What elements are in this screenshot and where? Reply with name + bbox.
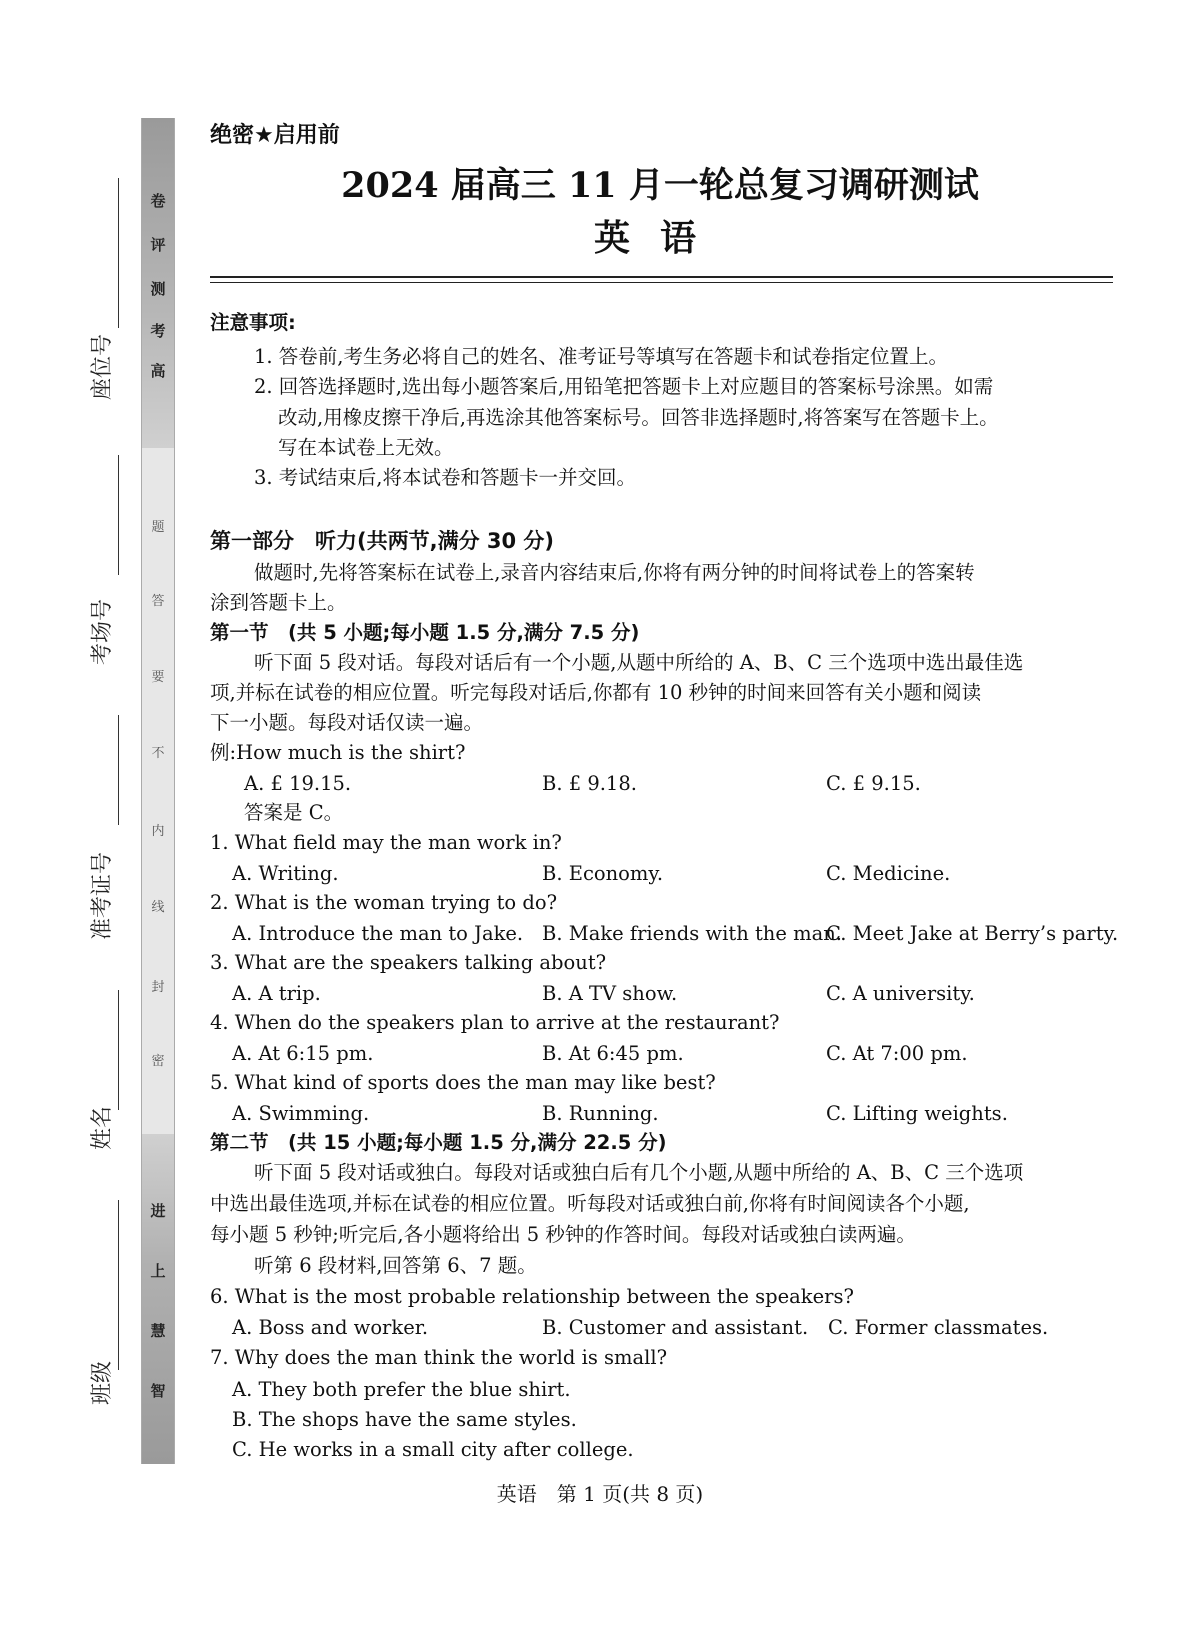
notes-item: 1. 答卷前,考生务必将自己的姓名、准考证号等填写在答题卡和试卷指定位置上。 — [254, 345, 949, 368]
strip-char: 上 — [150, 1262, 166, 1280]
option-b: B. Running. — [542, 1102, 659, 1125]
strip-char: 封 — [151, 980, 165, 995]
option-b: B. At 6:45 pm. — [542, 1042, 684, 1065]
field-line — [118, 990, 119, 1110]
part1-intro: 涂到答题卡上。 — [210, 591, 347, 614]
strip-char: 题 — [151, 520, 165, 535]
option-c: C. Former classmates. — [828, 1316, 1049, 1339]
strip-char: 线 — [151, 900, 165, 915]
confidential-label: 绝密★启用前 — [210, 123, 340, 148]
notes-item: 写在本试卷上无效。 — [278, 436, 454, 459]
strip-char: 内 — [151, 824, 165, 839]
strip-char: 测 — [150, 280, 166, 298]
material-instruction: 听第 6 段材料,回答第 6、7 题。 — [254, 1254, 537, 1277]
strip-char: 高 — [150, 362, 166, 380]
example-option: A. £ 19.15. — [244, 772, 352, 795]
notes-item: 2. 回答选择题时,选出每小题答案后,用铅笔把答题卡上对应题目的答案标号涂黑。如需 — [254, 375, 994, 398]
section2-intro: 听下面 5 段对话或独白。每段对话或独白后有几个小题,从题中所给的 A、B、C 三个选项 — [254, 1161, 1024, 1184]
strip-char: 要 — [151, 670, 165, 685]
question: 4. When do the speakers plan to arrive at the restaurant? — [210, 1011, 780, 1034]
strip-char: 慧 — [150, 1322, 166, 1340]
option-a: A. A trip. — [232, 982, 321, 1005]
option-c: C. Meet Jake at Berry’s party. — [826, 922, 1119, 945]
section1-intro: 听下面 5 段对话。每段对话后有一个小题,从题中所给的 A、B、C 三个选项中选出最佳选 — [254, 651, 1024, 674]
strip-char: 密 — [151, 1054, 165, 1069]
exam-title: 2024 届高三 11 月一轮总复习调研测试 — [341, 165, 979, 206]
section2-intro: 每小题 5 秒钟;听完后,各小题将给出 5 秒钟的作答时间。每段对话或独白读两遍。 — [210, 1223, 916, 1246]
example-question: 例:How much is the shirt? — [210, 741, 466, 764]
part1-intro: 做题时,先将答案标在试卷上,录音内容结束后,你将有两分钟的时间将试卷上的答案转 — [254, 561, 975, 584]
option-b: B. A TV show. — [542, 982, 678, 1005]
strip-shade-bottom — [142, 1134, 174, 1464]
field-line — [118, 715, 119, 825]
option-c: C. Lifting weights. — [826, 1102, 1008, 1125]
option-b: B. Make friends with the man. — [542, 922, 842, 945]
option-a: A. Boss and worker. — [232, 1316, 429, 1339]
question: 1. What field may the man work in? — [210, 831, 562, 854]
part1-heading: 第一部分 听力(共两节,满分 30 分) — [210, 529, 555, 553]
notes-heading: 注意事项: — [210, 311, 296, 334]
question: 5. What kind of sports does the man may like best? — [210, 1071, 716, 1094]
option-c: C. Medicine. — [826, 862, 951, 885]
option-a: A. Introduce the man to Jake. — [232, 922, 524, 945]
option-b: B. Economy. — [542, 862, 664, 885]
strip-char: 智 — [150, 1382, 166, 1400]
field-line — [118, 1200, 119, 1370]
strip-char: 不 — [151, 746, 165, 761]
header-rule — [210, 282, 1113, 283]
strip-char: 考 — [150, 322, 166, 340]
strip-char: 卷 — [150, 192, 166, 210]
option-b: B. Customer and assistant. — [542, 1316, 809, 1339]
header-rule — [210, 276, 1113, 278]
option-a: A. At 6:15 pm. — [232, 1042, 374, 1065]
page-footer: 英语 第 1 页(共 8 页) — [496, 1482, 704, 1506]
field-line — [118, 455, 119, 575]
notes-item: 改动,用橡皮擦干净后,再选涂其他答案标号。回答非选择题时,将答案写在答题卡上。 — [278, 406, 999, 429]
option-c: C. A university. — [826, 982, 975, 1005]
field-line — [118, 178, 119, 328]
option-a: A. Swimming. — [232, 1102, 370, 1125]
binding-strip — [141, 118, 175, 1464]
section2-heading: 第二节 (共 15 小题;每小题 1.5 分,满分 22.5 分) — [210, 1131, 667, 1154]
example-answer: 答案是 C。 — [244, 801, 344, 824]
question: 6. What is the most probable relationship between the speakers? — [210, 1285, 854, 1308]
option-c: C. At 7:00 pm. — [826, 1042, 968, 1065]
section1-intro: 下一小题。每段对话仅读一遍。 — [210, 711, 484, 734]
strip-char: 进 — [150, 1202, 166, 1220]
subject-title: 英语 — [593, 218, 726, 259]
option-b: B. The shops have the same styles. — [232, 1408, 577, 1431]
question: 7. Why does the man think the world is small? — [210, 1346, 668, 1369]
strip-char: 答 — [151, 594, 165, 609]
question: 3. What are the speakers talking about? — [210, 951, 607, 974]
example-option: B. £ 9.18. — [542, 772, 637, 795]
section2-intro: 中选出最佳选项,并标在试卷的相应位置。听每段对话或独白前,你将有时间阅读各个小题, — [210, 1192, 970, 1215]
section1-heading: 第一节 (共 5 小题;每小题 1.5 分,满分 7.5 分) — [210, 621, 640, 644]
notes-item: 3. 考试结束后,将本试卷和答题卡一并交回。 — [254, 466, 637, 489]
strip-char: 评 — [150, 236, 166, 254]
option-a: A. Writing. — [232, 862, 339, 885]
option-a: A. They both prefer the blue shirt. — [232, 1378, 571, 1401]
section1-intro: 项,并标在试卷的相应位置。听完每段对话后,你都有 10 秒钟的时间来回答有关小题和阅读 — [210, 681, 982, 704]
question: 2. What is the woman trying to do? — [210, 891, 558, 914]
option-c: C. He works in a small city after college. — [232, 1438, 634, 1461]
example-option: C. £ 9.15. — [826, 772, 921, 795]
